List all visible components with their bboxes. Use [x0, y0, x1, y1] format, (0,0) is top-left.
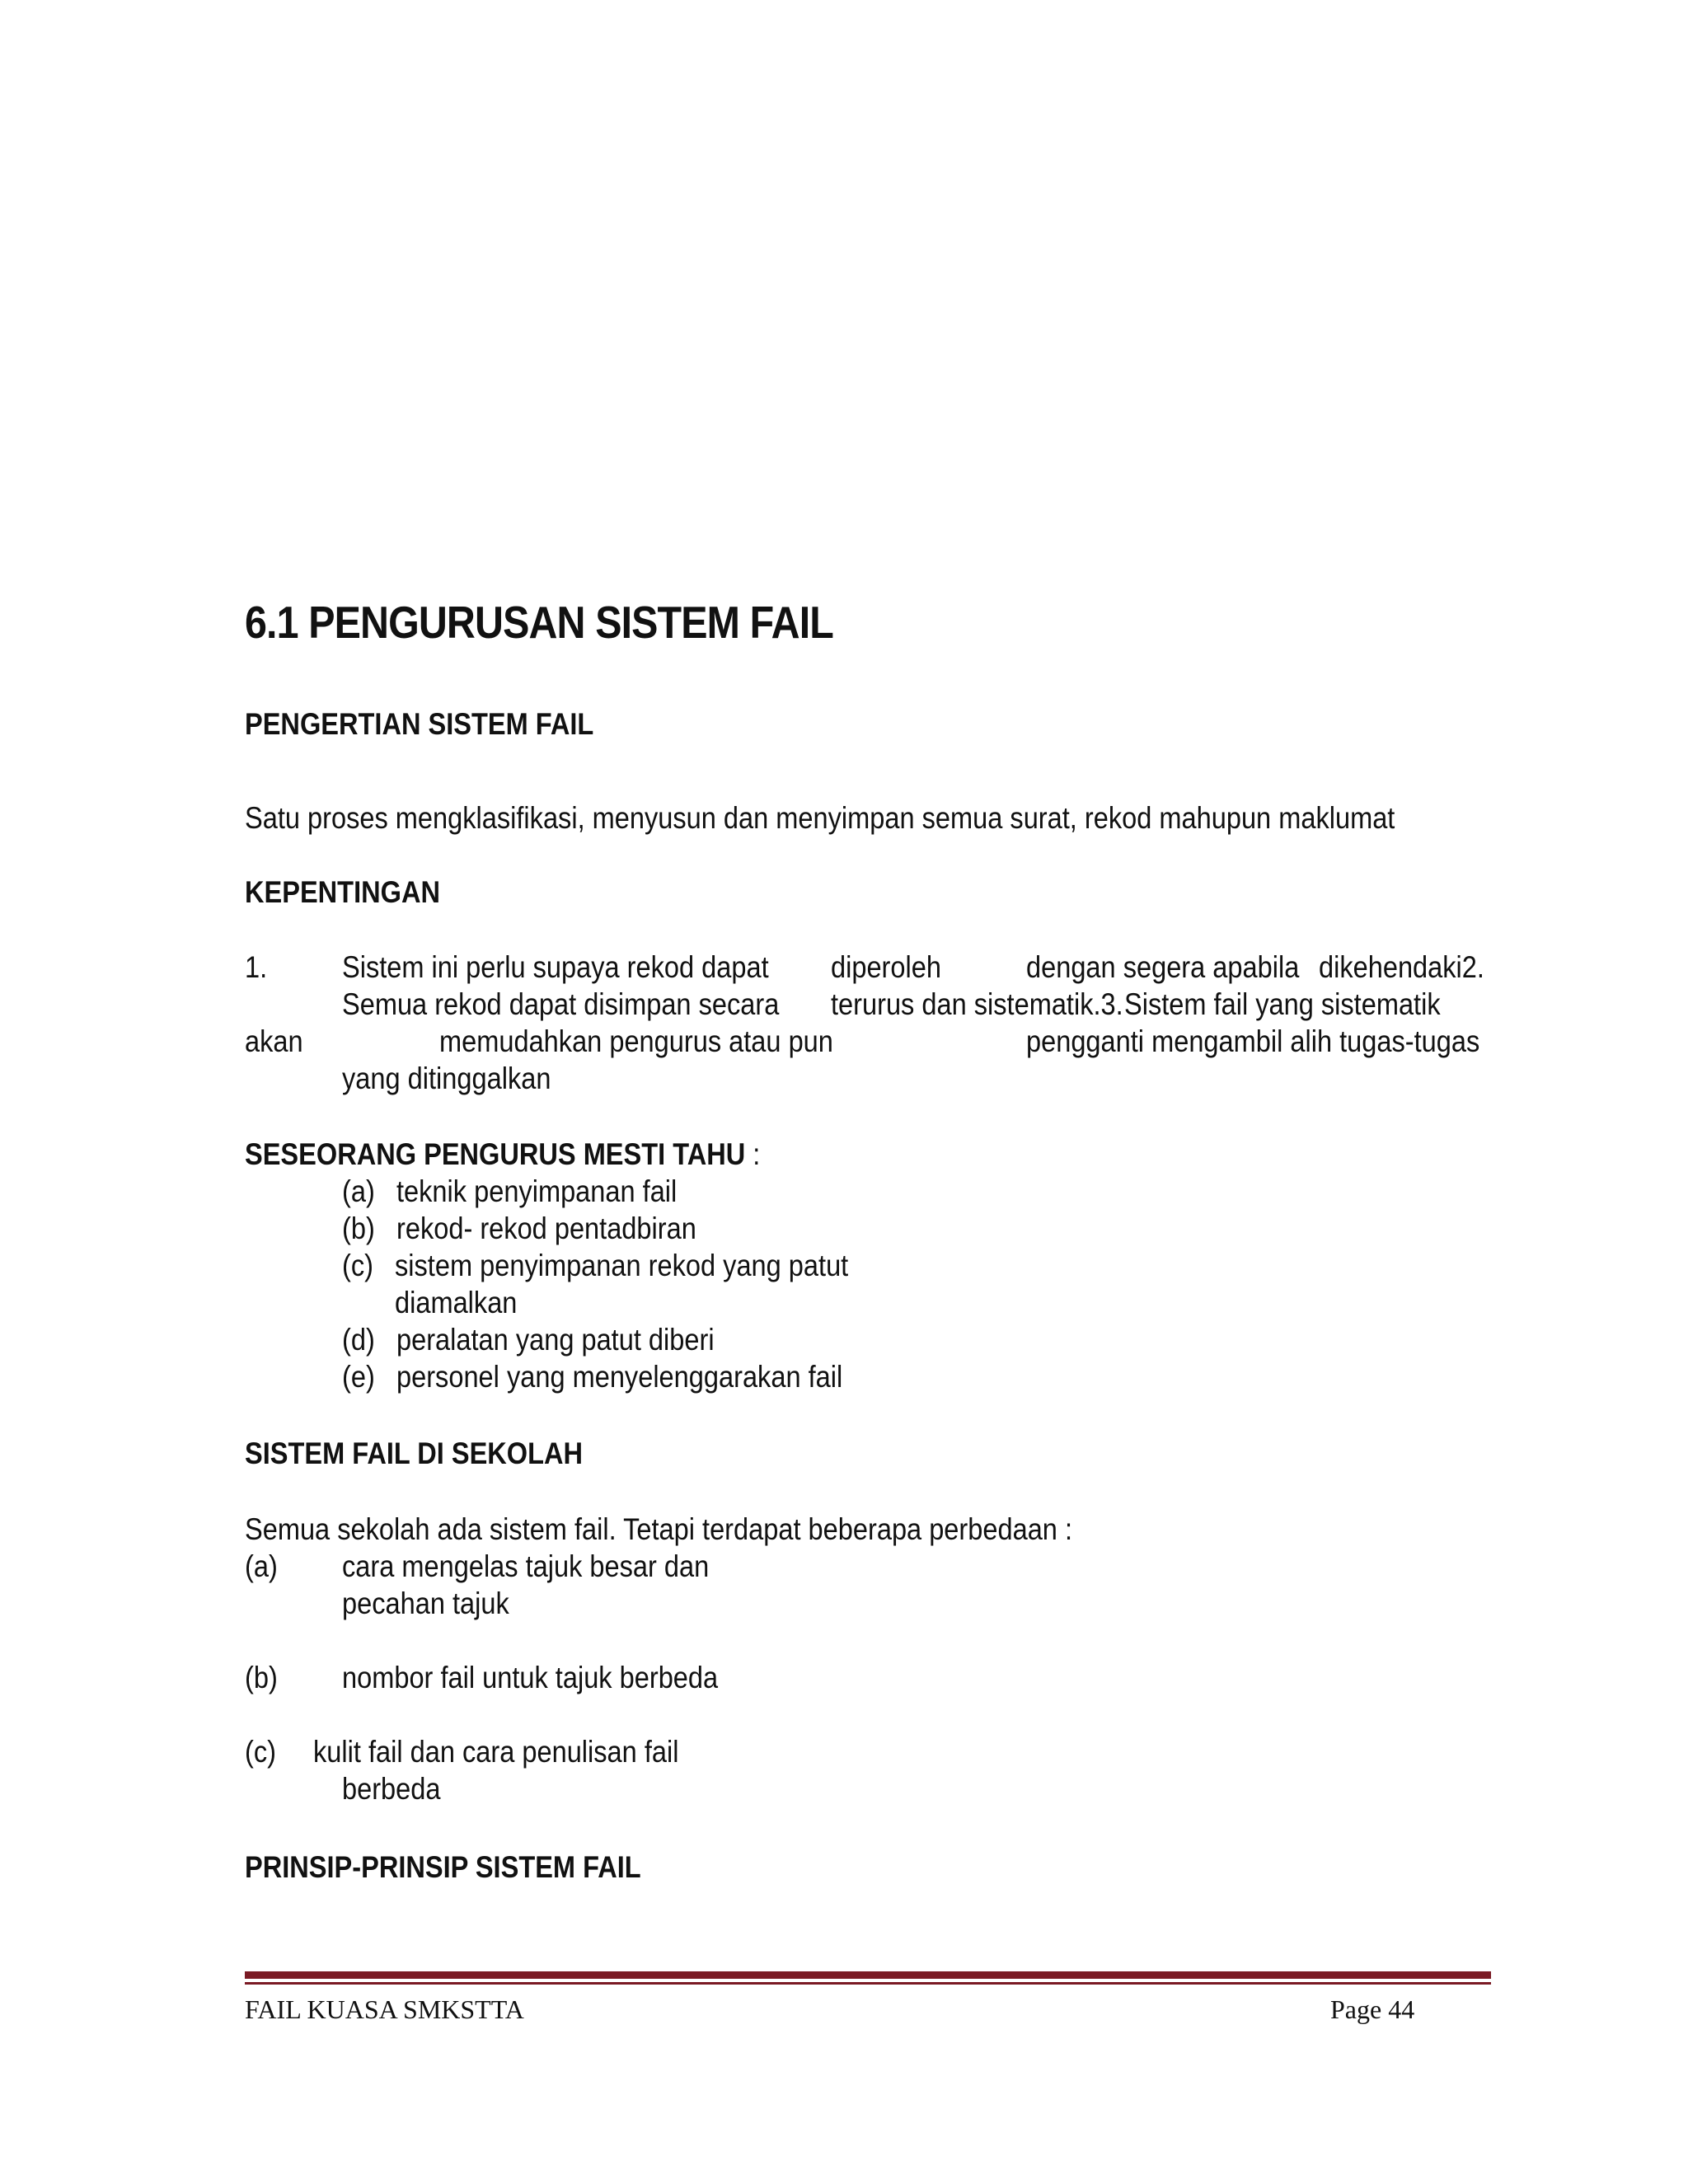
kepentingan-line4: yang ditinggalkan: [342, 1062, 551, 1095]
footer-rule-thick: [245, 1971, 1491, 1979]
seseorang-item-c-text: sistem penyimpanan rekod yang patut: [395, 1249, 849, 1282]
kepentingan-line1-a: Sistem ini perlu supaya rekod dapat: [342, 950, 769, 984]
seseorang-item-e-text: personel yang menyelenggarakan fail: [396, 1360, 843, 1394]
pengertian-text: Satu proses mengklasifikasi, menyusun dan menyimpan semua surat, rekod mahupun maklumat: [245, 801, 1395, 835]
heading-prinsip: PRINSIP-PRINSIP SISTEM FAIL: [245, 1850, 641, 1884]
seseorang-item-a-text: teknik penyimpanan fail: [396, 1174, 678, 1208]
kepentingan-line1-b: diperoleh: [831, 950, 941, 984]
sekolah-item-a-label: (a): [245, 1549, 278, 1583]
kepentingan-line3-a: akan: [245, 1024, 303, 1058]
kepentingan-line2-b: terurus dan sistematik.3.: [831, 987, 1123, 1021]
kepentingan-line2-a: Semua rekod dapat disimpan secara: [342, 987, 780, 1021]
sekolah-item-c-cont: berbeda: [342, 1772, 441, 1806]
sekolah-item-b-label: (b): [245, 1661, 278, 1694]
heading-seseorang-text: SESEORANG PENGURUS MESTI TAHU: [245, 1137, 746, 1171]
sekolah-item-c-text: kulit fail dan cara penulisan fail: [313, 1735, 679, 1769]
page-title: 6.1 PENGURUSAN SISTEM FAIL: [245, 597, 833, 648]
seseorang-item-a-label: (a): [342, 1174, 375, 1208]
heading-seseorang: [245, 1137, 760, 1172]
kepentingan-line1-c: dengan segera apabila: [1026, 950, 1300, 984]
kepentingan-line2-c: Sistem fail yang sistematik: [1124, 987, 1441, 1021]
seseorang-item-c-label: (c): [342, 1249, 373, 1282]
footer-page-number: Page 44: [1330, 1994, 1415, 2024]
kepentingan-line3-b: memudahkan pengurus atau pun: [439, 1024, 833, 1058]
kepentingan-line3-c: pengganti mengambil alih tugas-tugas: [1026, 1024, 1480, 1058]
seseorang-item-d-label: (d): [342, 1323, 375, 1357]
heading-sekolah: SISTEM FAIL DI SEKOLAH: [245, 1436, 584, 1470]
seseorang-item-d-text: peralatan yang patut diberi: [396, 1323, 715, 1357]
kepentingan-number-1: 1.: [245, 950, 268, 984]
footer-rule-thin: [245, 1982, 1491, 1985]
kepentingan-line1-d: dikehendaki2.: [1319, 950, 1484, 984]
sekolah-intro: Semua sekolah ada sistem fail. Tetapi terdapat beberapa perbedaan :: [245, 1512, 1073, 1546]
footer-left-text: FAIL KUASA SMKSTTA: [245, 1994, 524, 2024]
heading-pengertian: PENGERTIAN SISTEM FAIL: [245, 707, 594, 741]
seseorang-item-b-text: rekod- rekod pentadbiran: [396, 1212, 696, 1245]
sekolah-item-b-text: nombor fail untuk tajuk berbeda: [342, 1661, 719, 1694]
seseorang-item-b-label: (b): [342, 1212, 375, 1245]
seseorang-item-e-label: (e): [342, 1360, 375, 1394]
heading-seseorang-colon: :: [745, 1137, 761, 1171]
sekolah-item-a-text: cara mengelas tajuk besar dan: [342, 1549, 710, 1583]
seseorang-item-c-cont: diamalkan: [395, 1286, 518, 1319]
sekolah-item-a-cont: pecahan tajuk: [342, 1586, 509, 1620]
heading-kepentingan: KEPENTINGAN: [245, 875, 440, 909]
sekolah-item-c-label: (c): [245, 1735, 276, 1769]
